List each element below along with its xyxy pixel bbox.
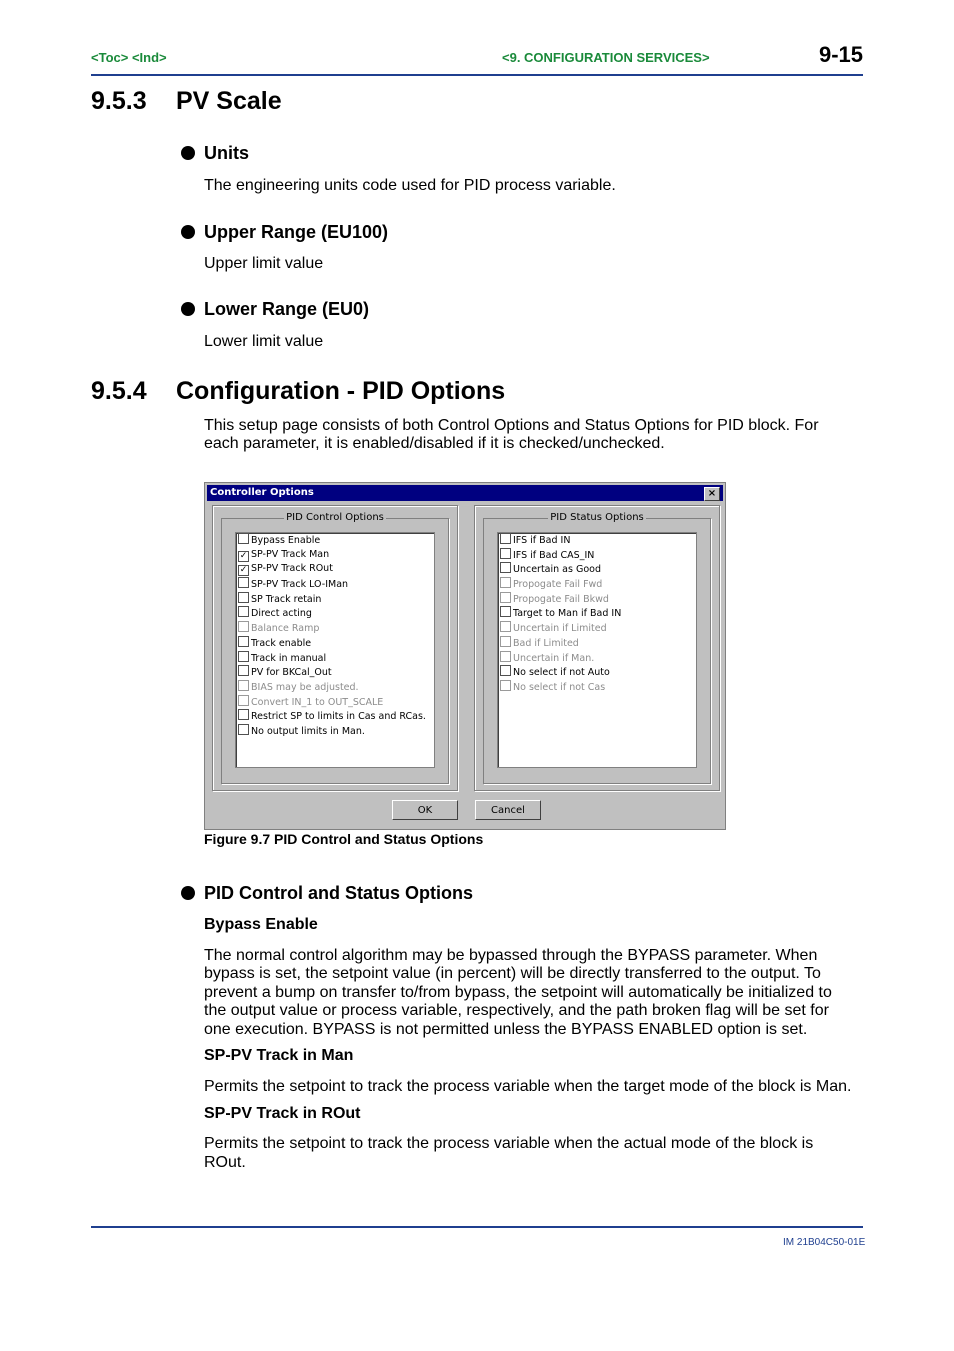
status-option-label: IFS if Bad CAS_IN — [513, 549, 595, 561]
cancel-button[interactable]: Cancel — [475, 800, 541, 820]
checkbox-icon — [500, 592, 511, 603]
control-options-legend: PID Control Options — [286, 512, 384, 523]
bullet-heading: Upper Range (EU100) — [204, 222, 389, 242]
control-option-label: BIAS may be adjusted. — [251, 681, 359, 693]
status-option — [498, 621, 696, 636]
bypass-line-1: The normal control algorithm may be bypassed through the BYPASS parameter. When — [204, 947, 818, 964]
bullet-icon — [181, 225, 195, 239]
bullet-heading: Units — [204, 143, 249, 163]
bullet-units — [181, 143, 249, 164]
status-option-label: No select if not Cas — [513, 681, 606, 693]
bypass-line-5: one execution. BYPASS is not permitted unless the BYPASS ENABLED option is set. — [204, 1021, 808, 1038]
checkbox-icon — [500, 621, 511, 632]
control-option[interactable] — [236, 548, 434, 563]
control-option[interactable] — [236, 562, 434, 577]
control-option-label: SP-PV Track ROut — [251, 563, 333, 575]
bullet-lower-range — [181, 299, 369, 320]
bypass-line-3: prevent a bump on transfer to/from bypass, the setpoint will automatically be initialized to — [204, 984, 832, 1001]
control-option[interactable] — [236, 665, 434, 680]
status-option-label: Uncertain if Man. — [513, 652, 595, 664]
control-option — [236, 621, 434, 636]
header-rule — [91, 74, 863, 76]
intro-line-2: each parameter, it is enabled/disabled if it is checked/unchecked. — [204, 435, 665, 452]
status-option — [498, 636, 696, 651]
control-option-label: No output limits in Man. — [251, 725, 365, 737]
status-option[interactable] — [498, 548, 696, 563]
toc-index-links[interactable]: <Toc> <Ind> — [91, 50, 167, 65]
ok-button[interactable]: OK — [392, 800, 458, 820]
checkbox-icon — [500, 651, 511, 662]
bullet-icon — [181, 146, 195, 160]
checkbox-icon[interactable] — [500, 562, 511, 573]
checkbox-icon[interactable] — [238, 636, 249, 647]
bullet-heading: Lower Range (EU0) — [204, 299, 370, 319]
status-option[interactable] — [498, 606, 696, 621]
controller-options-dialog — [204, 482, 726, 830]
control-option[interactable] — [236, 709, 434, 724]
section-title: Configuration - PID Options — [176, 377, 506, 405]
checkbox-icon[interactable] — [238, 724, 249, 735]
checkbox-icon — [238, 621, 249, 632]
pid-control-options-panel — [212, 505, 458, 791]
status-option-label: Propogate Fail Bkwd — [513, 593, 609, 605]
track-man-heading: SP-PV Track in Man — [204, 1047, 354, 1064]
bullet-pid-options — [181, 883, 473, 904]
bullet-icon — [181, 886, 195, 900]
checkbox-icon[interactable] — [238, 709, 249, 720]
checkbox-icon[interactable] — [500, 665, 511, 676]
checkbox-icon[interactable] — [238, 665, 249, 676]
control-option-label: Track in manual — [251, 652, 327, 664]
footer-rule — [91, 1226, 863, 1228]
control-option-label: Direct acting — [251, 608, 312, 620]
checkbox-checked-icon[interactable]: ✓ — [239, 550, 248, 561]
pid-status-options-panel — [474, 505, 720, 791]
status-option[interactable] — [498, 562, 696, 577]
lower-range-description: Lower limit value — [204, 333, 324, 350]
control-option[interactable] — [236, 651, 434, 666]
track-man-text: Permits the setpoint to track the process variable when the target mode of the block is Man. — [204, 1078, 852, 1095]
checkbox-icon[interactable] — [238, 577, 249, 588]
control-option[interactable] — [236, 606, 434, 621]
checkbox-icon[interactable] — [500, 548, 511, 559]
status-option-label: Uncertain if Limited — [513, 623, 607, 635]
control-option[interactable] — [236, 592, 434, 607]
checkbox-icon[interactable] — [238, 651, 249, 662]
checkbox-icon — [500, 577, 511, 588]
control-option[interactable] — [236, 533, 434, 548]
track-rout-line-2: ROut. — [204, 1154, 246, 1171]
status-options-list[interactable] — [497, 532, 697, 768]
control-option-label: SP-PV Track LO-IMan — [251, 579, 349, 591]
status-options-legend: PID Status Options — [550, 512, 644, 523]
control-option[interactable] — [236, 724, 434, 739]
control-option-label: Track enable — [251, 637, 312, 649]
section-number: 9.5.4 — [91, 377, 147, 405]
status-option — [498, 680, 696, 695]
checkbox-icon[interactable] — [238, 592, 249, 603]
control-option-label: Restrict SP to limits in Cas and RCas. — [251, 711, 426, 723]
control-option-label: Balance Ramp — [251, 623, 320, 635]
control-option — [236, 695, 434, 710]
chapter-header: <9. CONFIGURATION SERVICES> — [502, 50, 710, 65]
status-option — [498, 577, 696, 592]
control-option-label: SP-PV Track Man — [251, 548, 330, 560]
page-number: 9-15 — [819, 42, 864, 67]
status-option — [498, 592, 696, 607]
status-option-label: Propogate Fail Fwd — [513, 579, 603, 591]
section-number: 9.5.3 — [91, 87, 147, 115]
status-option-label: Target to Man if Bad IN — [513, 608, 622, 620]
close-icon[interactable]: × — [704, 487, 720, 501]
control-option-label: Convert IN_1 to OUT_SCALE — [251, 696, 384, 708]
upper-range-description: Upper limit value — [204, 255, 324, 272]
status-option-label: Bad if Limited — [513, 637, 579, 649]
bypass-line-2: bypass is set, the setpoint value (in percent) will be directly transferred to the output. To — [204, 965, 821, 982]
status-option[interactable] — [498, 665, 696, 680]
track-rout-line-1: Permits the setpoint to track the process variable when the actual mode of the block is — [204, 1135, 814, 1152]
status-option-label: IFS if Bad IN — [513, 535, 571, 546]
checkbox-icon[interactable] — [500, 533, 511, 544]
control-option[interactable] — [236, 577, 434, 592]
checkbox-icon — [500, 680, 511, 691]
units-description: The engineering units code used for PID process variable. — [204, 177, 616, 194]
intro-line-1: This setup page consists of both Control Options and Status Options for PID block. For — [204, 417, 819, 434]
control-options-list[interactable] — [235, 532, 435, 768]
control-option-label: PV for BKCal_Out — [251, 667, 332, 679]
control-option-label: SP Track retain — [251, 593, 322, 605]
checkbox-icon[interactable] — [238, 533, 249, 544]
bullet-icon — [181, 302, 195, 316]
control-option — [236, 680, 434, 695]
section-title: PV Scale — [176, 87, 282, 115]
checkbox-icon[interactable] — [500, 606, 511, 617]
bypass-enable-heading: Bypass Enable — [204, 916, 318, 933]
checkbox-checked-icon[interactable]: ✓ — [239, 565, 248, 576]
checkbox-icon — [238, 680, 249, 691]
dialog-title-bar — [207, 485, 723, 501]
track-rout-heading: SP-PV Track in ROut — [204, 1105, 361, 1122]
checkbox-icon — [500, 636, 511, 647]
status-option[interactable] — [498, 533, 696, 548]
bullet-heading: PID Control and Status Options — [204, 883, 473, 903]
status-option-label: No select if not Auto — [513, 667, 610, 679]
bullet-upper-range — [181, 222, 388, 243]
document-id: IM 21B04C50-01E — [783, 1237, 866, 1248]
checkbox-icon — [238, 695, 249, 706]
checkbox-icon[interactable] — [238, 606, 249, 617]
control-option-label: Bypass Enable — [251, 535, 321, 546]
status-option-label: Uncertain as Good — [513, 564, 601, 576]
bypass-line-4: the output value or process variable, respectively, and the path broken flag will be set for — [204, 1002, 829, 1019]
status-option — [498, 651, 696, 666]
figure-caption: Figure 9.7 PID Control and Status Options — [204, 831, 484, 847]
section-heading-pv-scale — [91, 87, 282, 116]
dialog-title: Controller Options — [210, 487, 314, 498]
control-option[interactable] — [236, 636, 434, 651]
section-heading-pid-options — [91, 377, 505, 406]
